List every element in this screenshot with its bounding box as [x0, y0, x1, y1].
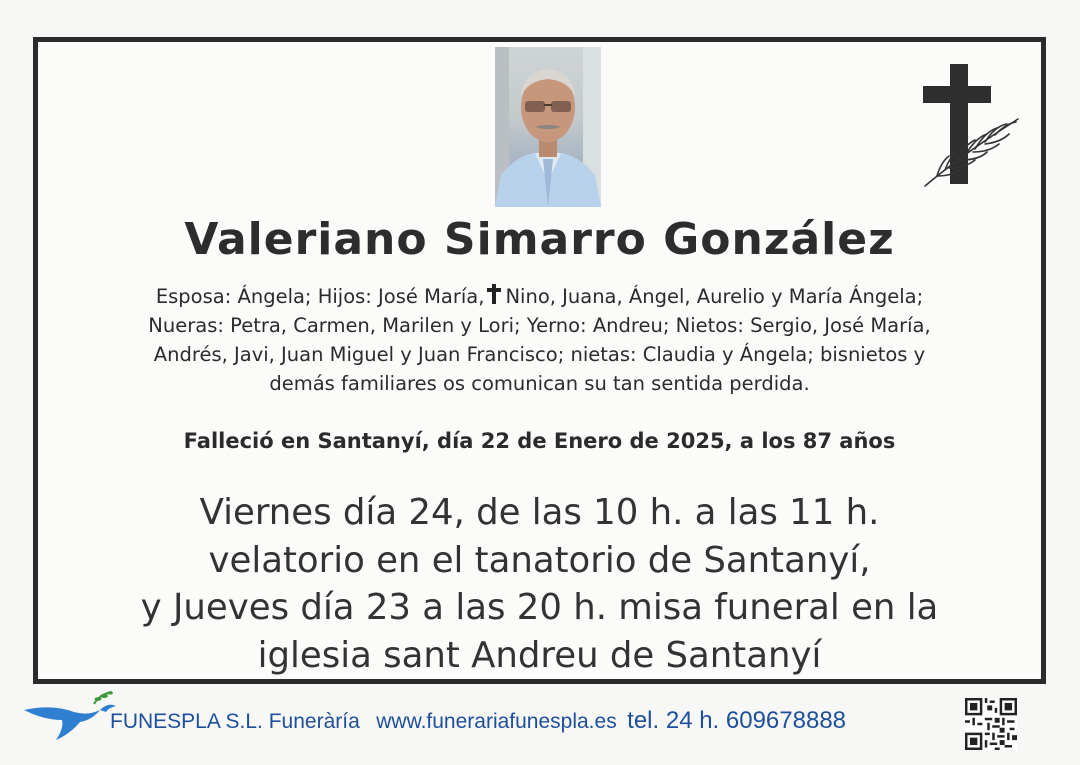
death-notice: Falleció en Santanyí, día 22 de Enero de 2025, a los 87 años [183, 429, 896, 453]
ceremony-line: Viernes día 24, de las 10 h. a las 11 h. [199, 492, 880, 533]
cross-with-palm-icon [923, 64, 1023, 194]
footer-contact [110, 707, 846, 735]
ceremony-line: velatorio en el tanatorio de Santanyí, [208, 539, 871, 581]
family-text-line3: Andrés, Javi, Juan Miguel y Juan Francisco; nietas: Claudia y Ángela; bisnietos y [153, 343, 926, 366]
website-link[interactable]: www.funerariafunespla.es [376, 710, 617, 733]
funeral-home-footer [0, 690, 1080, 760]
ceremony-line: y Jueves día 23 a las 20 h. misa funeral en la [140, 587, 939, 628]
ceremony-details [38, 489, 1041, 679]
family-text-part1: Esposa: Ángela; Hijos: José María, [155, 285, 485, 308]
obituary-frame [33, 37, 1046, 684]
family-notice [56, 282, 1023, 398]
small-cross-icon [487, 284, 501, 304]
family-text-line4: demás familiares os comunican su tan sentida perdida. [269, 372, 810, 395]
ceremony-line: iglesia sant Andreu de Santanyí [257, 634, 822, 676]
company-name: FUNESPLA S.L. Funeràría [110, 710, 360, 733]
deceased-name: Valeriano Simarro González [184, 214, 895, 265]
deceased-photo [495, 47, 601, 207]
family-text-line2: Nueras: Petra, Carmen, Marilen y Lori; Yerno: Andreu; Nietos: Sergio, José María, [148, 314, 931, 337]
dove-logo-icon [22, 690, 122, 745]
family-text-part2: Nino, Juana, Ángel, Aurelio y María Ángela; [505, 285, 924, 308]
qr-code-icon [965, 698, 1017, 750]
phone-number: tel. 24 h. 609678888 [627, 707, 847, 734]
